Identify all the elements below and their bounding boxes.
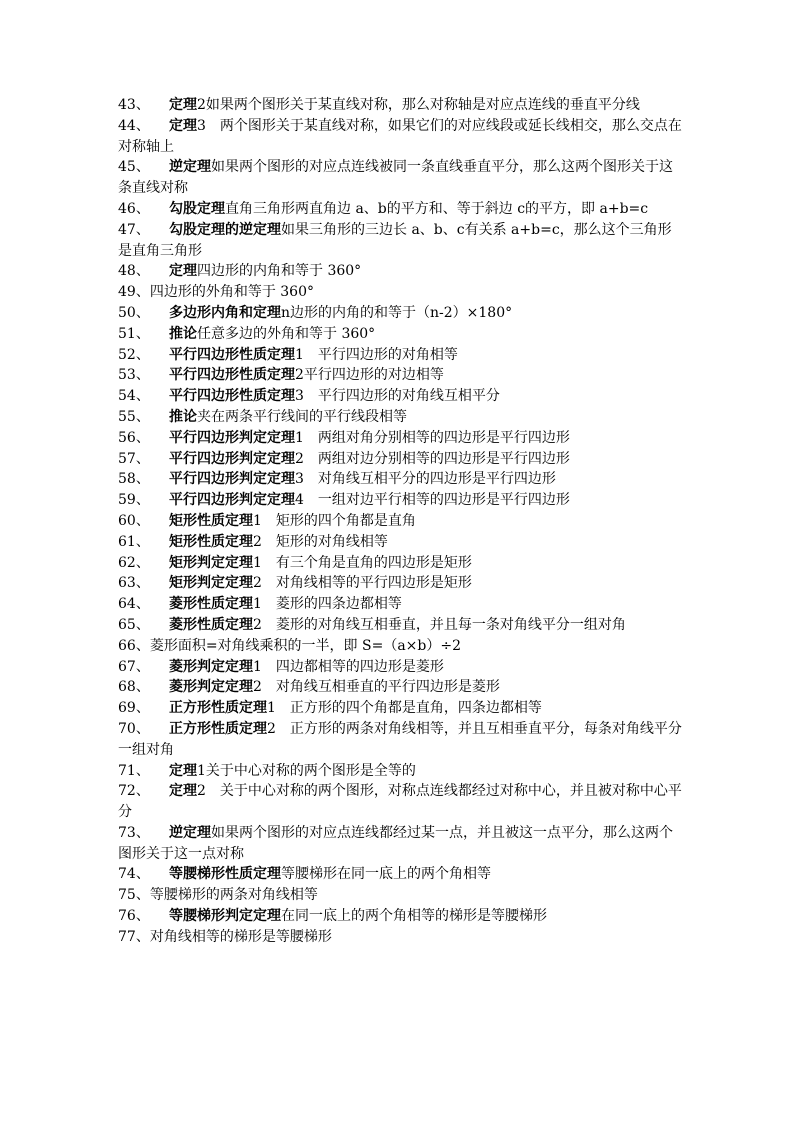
item-number: 44、 xyxy=(118,117,150,134)
item-body: 1 两组对角分别相等的四边形是平行四边形 xyxy=(295,429,570,446)
theorem-item xyxy=(118,553,684,574)
item-title: 定理 xyxy=(169,783,197,800)
item-number: 47、 xyxy=(118,221,150,238)
theorem-item xyxy=(118,261,684,282)
item-number: 57、 xyxy=(118,450,150,467)
item-number: 46、 xyxy=(118,200,150,217)
item-number: 76、 xyxy=(118,908,150,925)
item-body: 四边形的内角和等于 360° xyxy=(197,263,362,280)
item-number: 53、 xyxy=(118,367,150,384)
theorem-item xyxy=(118,594,684,615)
item-title: 平行四边形性质定理 xyxy=(169,367,295,384)
item-title: 逆定理 xyxy=(169,824,211,841)
item-title: 菱形判定定理 xyxy=(169,679,253,696)
item-body: 任意多边的外角和等于 360° xyxy=(197,325,376,342)
theorem-item xyxy=(118,282,684,303)
theorem-item xyxy=(118,95,684,116)
item-title: 等腰梯形性质定理 xyxy=(169,866,281,883)
item-title: 矩形判定定理 xyxy=(169,554,253,571)
item-number: 51、 xyxy=(118,325,150,342)
theorem-item xyxy=(118,490,684,511)
item-number: 52、 xyxy=(118,346,150,363)
theorem-item xyxy=(118,636,684,657)
item-body: 菱形面积=对角线乘积的一半，即 S=（a×b）÷2 xyxy=(149,637,462,654)
item-body: 2 对角线互相垂直的平行四边形是菱形 xyxy=(253,679,500,696)
theorem-item xyxy=(118,428,684,449)
item-title: 平行四边形性质定理 xyxy=(169,346,295,363)
item-title: 平行四边形性质定理 xyxy=(169,388,295,405)
item-title: 平行四边形判定定理 xyxy=(169,450,295,467)
item-title: 多边形内角和定理 xyxy=(169,304,281,321)
item-title: 平行四边形判定定理 xyxy=(169,492,295,509)
item-number: 43、 xyxy=(118,97,150,113)
item-number: 71、 xyxy=(118,762,150,779)
item-title: 矩形性质定理 xyxy=(169,512,253,529)
item-number: 49、 xyxy=(118,284,150,301)
item-number: 59、 xyxy=(118,492,150,509)
item-title: 平行四边形判定定理 xyxy=(169,471,295,488)
item-body: 对角线相等的梯形是等腰梯形 xyxy=(149,928,332,945)
theorem-item xyxy=(118,719,684,761)
theorem-item xyxy=(118,885,684,906)
item-title: 矩形判定定理 xyxy=(169,575,253,592)
item-title: 菱形性质定理 xyxy=(169,616,253,633)
item-number: 48、 xyxy=(118,263,150,280)
item-title: 正方形性质定理 xyxy=(169,700,267,717)
item-body: 1 有三个角是直角的四边形是矩形 xyxy=(253,554,472,571)
theorem-item xyxy=(118,532,684,553)
theorem-item xyxy=(118,157,684,199)
theorem-item xyxy=(118,698,684,719)
theorem-item xyxy=(118,220,684,262)
theorem-item xyxy=(118,927,684,948)
item-title: 推论 xyxy=(169,325,197,342)
theorem-item xyxy=(118,573,684,594)
item-number: 69、 xyxy=(118,700,150,717)
item-body: 等腰梯形的两条对角线相等 xyxy=(149,887,318,904)
item-body: 3 两个图形关于某直线对称，如果它们的对应线段或延长线相交，那么交点在对称轴上 xyxy=(118,117,682,155)
item-body: n边形的内角的和等于（n-2）×180° xyxy=(281,304,513,321)
document-page xyxy=(118,95,684,948)
theorem-item xyxy=(118,864,684,885)
item-number: 50、 xyxy=(118,304,150,321)
item-body: 1 矩形的四个角都是直角 xyxy=(253,512,416,529)
item-title: 勾股定理 xyxy=(169,200,225,217)
theorem-item xyxy=(118,615,684,636)
item-title: 正方形性质定理 xyxy=(169,720,267,737)
theorem-item xyxy=(118,761,684,782)
item-title: 勾股定理的逆定理 xyxy=(169,221,281,238)
theorem-item xyxy=(118,116,684,158)
item-number: 54、 xyxy=(118,388,150,405)
item-title: 等腰梯形判定定理 xyxy=(169,908,281,925)
item-body: 4 一组对边平行相等的四边形是平行四边形 xyxy=(295,492,570,509)
theorem-item xyxy=(118,823,684,865)
item-number: 64、 xyxy=(118,596,150,613)
theorem-item xyxy=(118,345,684,366)
item-body: 1 四边都相等的四边形是菱形 xyxy=(253,658,444,675)
item-body: 直角三角形两直角边 a、b的平方和、等于斜边 c的平方，即 a+b=c xyxy=(225,200,649,217)
theorem-item xyxy=(118,407,684,428)
item-number: 55、 xyxy=(118,408,150,425)
item-body: 在同一底上的两个角相等的梯形是等腰梯形 xyxy=(281,908,547,925)
item-number: 62、 xyxy=(118,554,150,571)
item-body: 1 平行四边形的对角相等 xyxy=(295,346,458,363)
item-number: 65、 xyxy=(118,616,150,633)
item-number: 63、 xyxy=(118,575,150,592)
item-body: 3 平行四边形的对角线互相平分 xyxy=(295,388,500,405)
theorem-item xyxy=(118,199,684,220)
item-body: 夹在两条平行线间的平行线段相等 xyxy=(197,408,407,425)
item-title: 定理 xyxy=(169,117,197,134)
item-body: 四边形的外角和等于 360° xyxy=(149,284,314,301)
item-body: 1关于中心对称的两个图形是全等的 xyxy=(197,762,416,779)
item-number: 66、 xyxy=(118,637,150,654)
item-title: 定理 xyxy=(169,263,197,280)
item-body: 如果三角形的三边长 a、b、c有关系 a+b=c，那么这个三角形是直角三角形 xyxy=(118,221,672,259)
item-body: 2 正方形的两条对角线相等，并且互相垂直平分，每条对角线平分一组对角 xyxy=(118,720,682,758)
item-number: 60、 xyxy=(118,512,150,529)
item-title: 逆定理 xyxy=(169,159,211,176)
item-title: 矩形性质定理 xyxy=(169,533,253,550)
item-number: 72、 xyxy=(118,783,150,800)
item-body: 等腰梯形在同一底上的两个角相等 xyxy=(281,866,491,883)
item-body: 2 关于中心对称的两个图形，对称点连线都经过对称中心，并且被对称中心平分 xyxy=(118,783,682,821)
item-title: 菱形性质定理 xyxy=(169,596,253,613)
item-number: 75、 xyxy=(118,887,150,904)
item-body: 2 对角线相等的平行四边形是矩形 xyxy=(253,575,472,592)
item-number: 74、 xyxy=(118,866,150,883)
item-number: 77、 xyxy=(118,928,150,945)
item-number: 70、 xyxy=(118,720,150,737)
item-body: 2 矩形的对角线相等 xyxy=(253,533,388,550)
item-number: 68、 xyxy=(118,679,150,696)
item-number: 67、 xyxy=(118,658,150,675)
item-body: 2 菱形的对角线互相垂直，并且每一条对角线平分一组对角 xyxy=(253,616,626,633)
item-title: 平行四边形判定定理 xyxy=(169,429,295,446)
item-body: 1 正方形的四个角都是直角，四条边都相等 xyxy=(267,700,542,717)
item-title: 定理 xyxy=(169,762,197,779)
theorem-item xyxy=(118,303,684,324)
item-body: 如果两个图形的对应点连线被同一条直线垂直平分，那么这两个图形关于这条直线对称 xyxy=(118,159,673,197)
theorem-item xyxy=(118,449,684,470)
theorem-item xyxy=(118,677,684,698)
item-number: 45、 xyxy=(118,159,150,176)
theorem-item xyxy=(118,511,684,532)
item-body: 如果两个图形的对应点连线都经过某一点，并且被这一点平分，那么这两个图形关于这一点对称 xyxy=(118,824,673,862)
theorem-item xyxy=(118,324,684,345)
item-body: 2如果两个图形关于某直线对称，那么对称轴是对应点连线的垂直平分线 xyxy=(197,97,640,113)
item-number: 73、 xyxy=(118,824,150,841)
item-number: 58、 xyxy=(118,471,150,488)
item-body: 2平行四边形的对边相等 xyxy=(295,367,444,384)
theorem-item xyxy=(118,386,684,407)
theorem-item xyxy=(118,906,684,927)
item-body: 2 两组对边分别相等的四边形是平行四边形 xyxy=(295,450,570,467)
item-number: 56、 xyxy=(118,429,150,446)
item-body: 3 对角线互相平分的四边形是平行四边形 xyxy=(295,471,556,488)
item-title: 推论 xyxy=(169,408,197,425)
item-title: 定理 xyxy=(169,97,197,113)
theorem-item xyxy=(118,365,684,386)
item-number: 61、 xyxy=(118,533,150,550)
theorem-item xyxy=(118,657,684,678)
theorem-item xyxy=(118,781,684,823)
item-title: 菱形判定定理 xyxy=(169,658,253,675)
item-body: 1 菱形的四条边都相等 xyxy=(253,596,402,613)
theorem-item xyxy=(118,469,684,490)
